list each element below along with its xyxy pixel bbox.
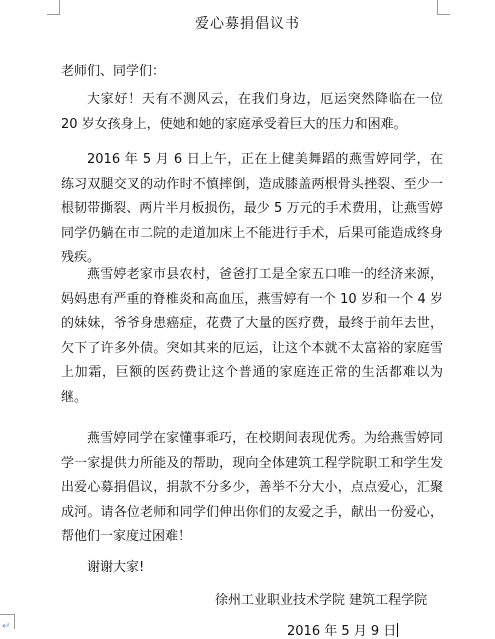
- salutation: 老师们、同学们：: [61, 64, 166, 79]
- paragraph-greeting: 大家好！天有不测风云，在我们身边，厄运突然降临在一位 20 岁女孩身上，使她和她的家庭承受着巨大的压力和困难。: [61, 92, 443, 132]
- paragraph-family: 燕雪婷老家市县农村，爸爸打工是全家五口唯一的经济来源，妈妈患有严重的脊椎炎和高血压，燕雪婷有一个 10 岁和一个 4 岁的妹妹，爷爷身患癌症，花费了大量的医疗费，最终于前年去世，欠下了许多外债。突如其来的厄运，让这个本就不太富裕的家庭雪上加霜，巨额的医药费让这个普通的家庭连正常的生活都难以为继。: [61, 267, 443, 405]
- paragraph-mark-icon: ↵: [2, 621, 11, 632]
- closing-thanks: 谢谢大家!: [87, 560, 145, 575]
- signature-organization: 徐州工业职业技术学院 建筑工程学院: [215, 593, 428, 608]
- signature-date-line: [287, 620, 398, 639]
- text-cursor: [397, 623, 398, 637]
- signature-date: 2016 年 5 月 9 日: [287, 624, 397, 639]
- document-title: 爱心募捐倡议书: [195, 16, 300, 32]
- paragraph-appeal: 燕雪婷同学在家懂事乖巧，在校期间表现优秀。为给燕雪婷同学一家提供力所能及的帮助，现向全体建筑工程学院职工和学生发出爱心募捐倡议，捐款不分多少，善举不分大小，点点爱心，汇聚成河。请各位老师和同学们伸出你们的友爱之手，献出一份爱心，帮他们一家度过困难！: [61, 431, 443, 544]
- paragraph-accident: 2016 年 5 月 6 日上午，正在上健美舞蹈的燕雪婷同学，在练习双腿交叉的动作时不慎摔倒，造成膝盖两根骨头挫裂、至少一根韧带撕裂、两片半月板损伤，最少 5 万元的手术费用，让燕雪婷同学仍躺在市二院的走道加床上不能进行手术，后果可能造成终身残疾。: [61, 152, 443, 265]
